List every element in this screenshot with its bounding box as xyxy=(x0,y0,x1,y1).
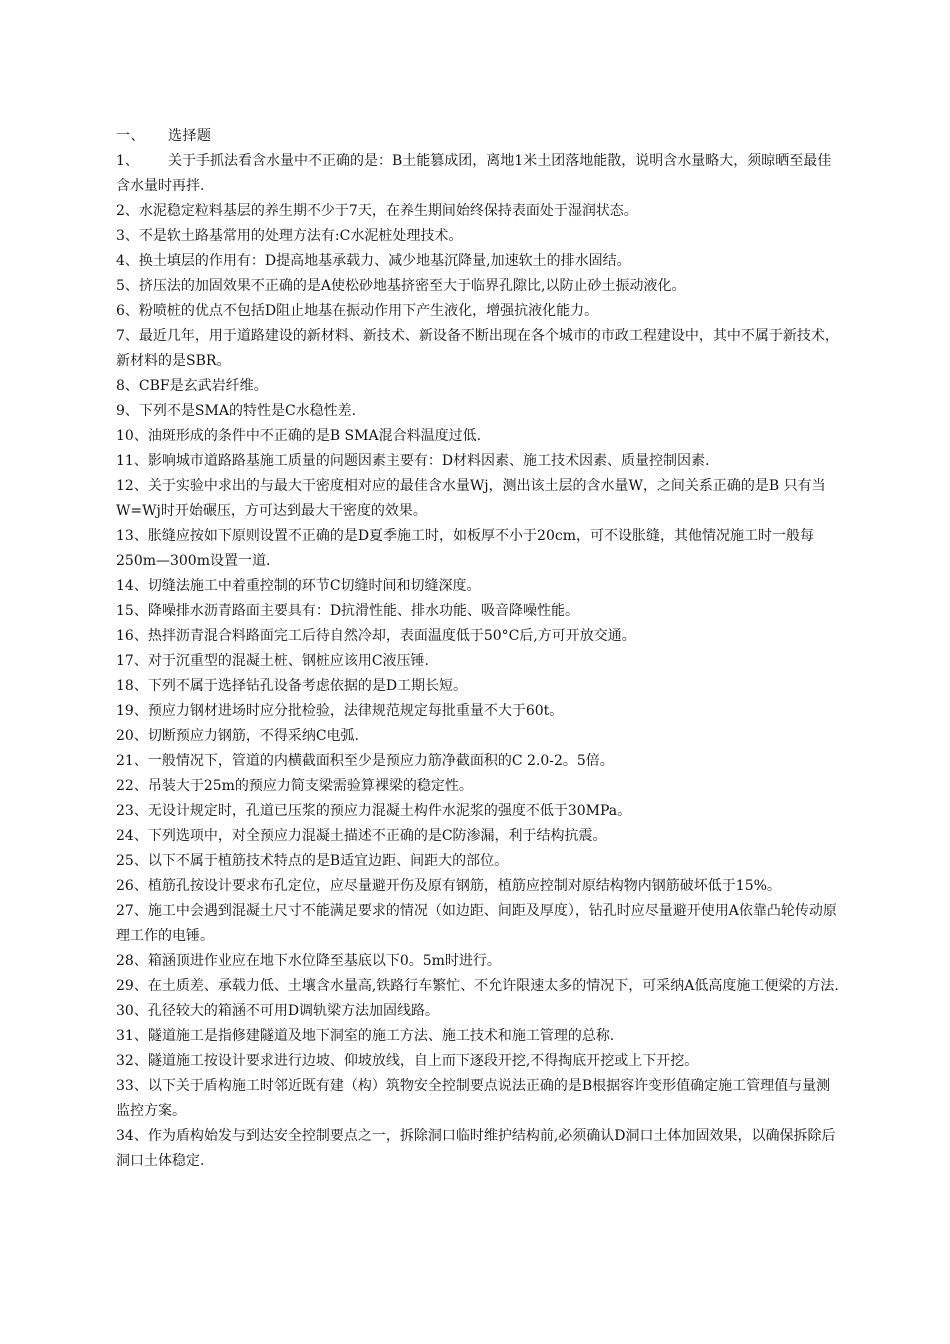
section-number: 一、 xyxy=(116,128,145,144)
question-item: 3、不是软土路基常用的处理方法有:C水泥桩处理技术。 xyxy=(116,228,463,244)
section-heading xyxy=(116,124,842,149)
question-item: 4、换土填层的作用有：D提高地基承载力、减少地基沉降量,加速软土的排水固结。 xyxy=(116,253,631,269)
question-list xyxy=(116,199,842,1174)
question-item: 25、以下不属于植筋技术特点的是B适宜边距、间距大的部位。 xyxy=(116,853,509,869)
question-item: 24、下列选项中，对全预应力混凝土描述不正确的是C防渗漏，利于结构抗震。 xyxy=(116,828,607,844)
question-text: 关于手抓法看含水量中不正确的是：B土能篡成团，离地1米土团落地能散，说明含水量略大，须晾晒至最佳含水量时再拌. xyxy=(116,153,832,194)
question-item: 17、对于沉重型的混凝土桩、钢桩应该用C液压锤. xyxy=(116,653,429,669)
question-item: 28、箱涵顶进作业应在地下水位降至基底以下0。5m时进行。 xyxy=(116,953,501,969)
question-item: 10、油斑形成的条件中不正确的是B SMA混合料温度过低. xyxy=(116,428,482,444)
question-item: 15、降噪排水沥青路面主要具有：D抗滑性能、排水功能、吸音降噪性能。 xyxy=(116,603,580,619)
question-item: 22、吊装大于25m的预应力简支梁需验算裸梁的稳定性。 xyxy=(116,778,473,794)
question-item: 8、CBF是玄武岩纤维。 xyxy=(116,378,268,394)
question-item: 20、切断预应力钢筋，不得采纳C电弧. xyxy=(116,728,359,744)
question-item: 7、最近几年，用于道路建设的新材料、新技术、新设备不断出现在各个城市的市政工程建设中，其中不属于新技术，新材料的是SBR。 xyxy=(116,328,839,369)
question-item: 26、植筋孔按设计要求布孔定位，应尽量避开伤及原有钢筋，植筋应控制对原结构物内钢筋破坏低于15%。 xyxy=(116,878,781,894)
question-item: 29、在土质差、承载力低、土壤含水量高,铁路行车繁忙、不允许限速太多的情况下，可采纳A低高度施工便梁的方法. xyxy=(116,978,839,994)
question-number: 1、 xyxy=(116,153,139,169)
question-item: 5、挤压法的加固效果不正确的是A使松砂地基挤密至大于临界孔隙比,以防止砂土振动液化。 xyxy=(116,278,686,294)
section-title: 选择题 xyxy=(168,128,212,144)
question-item xyxy=(116,149,842,199)
question-item: 23、无设计规定时，孔道已压浆的预应力混凝土构件水泥浆的强度不低于30MPa。 xyxy=(116,803,632,819)
question-item: 19、预应力钢材进场时应分批检验，法律规范规定每批重量不大于60t。 xyxy=(116,703,564,719)
document-body xyxy=(116,124,842,1174)
question-item: 2、水泥稳定粒料基层的养生期不少于7天，在养生期间始终保持表面处于湿润状态。 xyxy=(116,203,638,219)
question-item: 6、粉喷桩的优点不包括D阻止地基在振动作用下产生液化，增强抗液化能力。 xyxy=(116,303,599,319)
question-item: 32、隧道施工按设计要求进行边坡、仰坡放线，自上而下逐段开挖,不得掏底开挖或上下开挖。 xyxy=(116,1053,699,1069)
question-item: 31、隧道施工是指修建隧道及地下洞室的施工方法、施工技术和施工管理的总称. xyxy=(116,1028,615,1044)
question-item: 18、下列不属于选择钻孔设备考虑依据的是D工期长短。 xyxy=(116,678,468,694)
question-item: 27、施工中会遇到混凝土尺寸不能满足要求的情况（如边距、间距及厚度），钻孔时应尽量避开使用A依靠凸轮传动原理工作的电锤。 xyxy=(116,903,837,944)
question-item: 13、胀缝应按如下原则设置不正确的是D夏季施工时，如板厚不小于20cm，可不设胀缝，其他情况施工时一般每250m—300m设置一道. xyxy=(116,528,814,569)
question-item: 14、切缝法施工中着重控制的环节C切缝时间和切缝深度。 xyxy=(116,578,481,594)
question-item: 9、下列不是SMA的特性是C水稳性差. xyxy=(116,403,357,419)
question-item: 11、影响城市道路路基施工质量的问题因素主要有：D材料因素、施工技术因素、质量控制因素. xyxy=(116,453,710,469)
question-item: 34、作为盾构始发与到达安全控制要点之一，拆除洞口临时维护结构前,必须确认D洞口土体加固效果，以确保拆除后洞口土体稳定. xyxy=(116,1128,836,1169)
question-item: 33、以下关于盾构施工时邻近既有建（构）筑物安全控制要点说法正确的是B根据容许变形值确定施工管理值与量测监控方案。 xyxy=(116,1078,831,1119)
question-item: 12、关于实验中求出的与最大干密度相对应的最佳含水量Wj，测出该土层的含水量W，之间关系正确的是B 只有当W=Wj时开始碾压，方可达到最大干密度的效果。 xyxy=(116,478,826,519)
question-item: 21、一般情况下，管道的内横截面积至少是预应力筋净截面积的C 2.0-2。5倍。 xyxy=(116,753,614,769)
question-item: 16、热拌沥青混合料路面完工后待自然冷却，表面温度低于50°C后,方可开放交通。 xyxy=(116,628,636,644)
question-item: 30、孔径较大的箱涵不可用D调轨梁方法加固线路。 xyxy=(116,1003,440,1019)
